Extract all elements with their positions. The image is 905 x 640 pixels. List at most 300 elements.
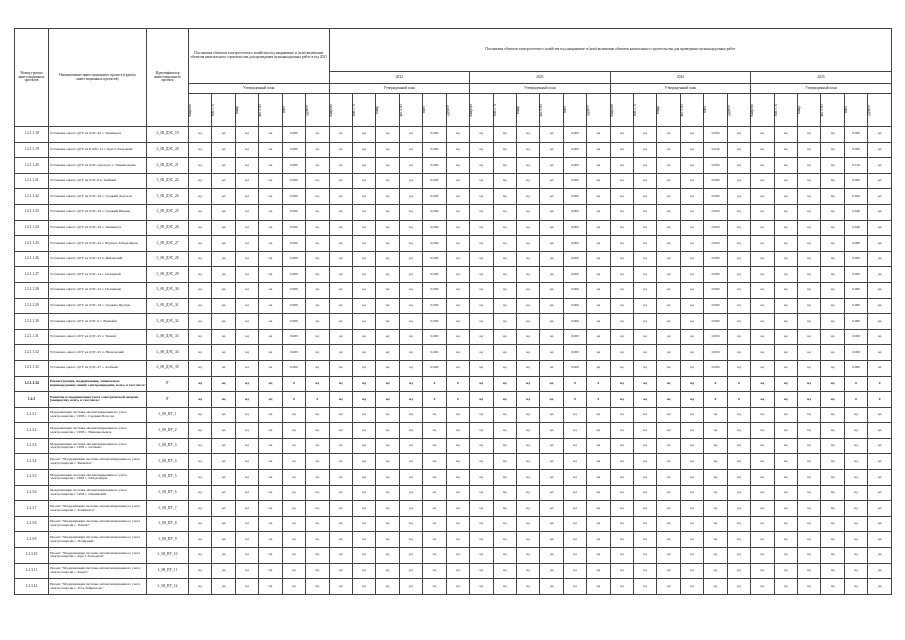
- row-value-cell: нд: [446, 251, 469, 267]
- row-value-cell: нд: [493, 548, 516, 564]
- row-value-cell: нд: [470, 298, 493, 314]
- row-value-cell: нд: [399, 142, 422, 158]
- row-value-cell: нд: [352, 532, 375, 548]
- row-value-cell: нд: [376, 267, 399, 283]
- row-project-identifier: L_08_ПУ_1: [147, 407, 189, 423]
- row-project-name: Установка одного ДГУ на ДЭС-25 п. Ничальский: [49, 345, 147, 361]
- row-value-cell: нд: [727, 220, 750, 236]
- row-value-cell: нд: [680, 501, 703, 517]
- row-value-cell: нд: [470, 329, 493, 345]
- row-value-cell: нд: [446, 454, 469, 470]
- row-group-number: 1.2.1.1.26: [15, 251, 49, 267]
- row-project-identifier: L_08_ДЭС_33: [147, 329, 189, 345]
- row-value-cell: нд: [821, 516, 844, 532]
- row-value-cell: нд: [235, 282, 258, 298]
- row-value-cell: нд: [657, 282, 680, 298]
- row-value-cell: 0,000: [563, 127, 586, 143]
- row-value-cell: нд: [399, 204, 422, 220]
- header-unit: [868, 94, 892, 127]
- row-value-cell: нд: [774, 251, 797, 267]
- header-unit-label: Квартал: [328, 103, 333, 117]
- row-value-cell: нд: [516, 345, 539, 361]
- row-value-cell: нд: [704, 532, 727, 548]
- header-unit: [189, 94, 212, 127]
- header-project-name: Наименование инвестиционного проекта (группы инвестиционных проектов): [49, 29, 147, 127]
- row-project-name: Модернизация системы автоматизированного учета электроэнергии с СИИ с. Атабыыт: [49, 438, 147, 454]
- row-value-cell: нд: [727, 470, 750, 486]
- row-value-cell: нд: [376, 563, 399, 579]
- row-value-cell: нд: [727, 314, 750, 330]
- row-value-cell: нд: [189, 485, 212, 501]
- header-year: 2023: [470, 72, 611, 84]
- row-value-cell: нд: [610, 251, 633, 267]
- row-value-cell: нд: [352, 548, 375, 564]
- row-value-cell: нд: [844, 438, 867, 454]
- table-row: [15, 360, 892, 376]
- row-value-cell: нд: [610, 548, 633, 564]
- row-value-cell: нд: [189, 220, 212, 236]
- row-value-cell: нд: [423, 501, 446, 517]
- row-value-cell: нд: [399, 298, 422, 314]
- row-value-cell: нд: [446, 298, 469, 314]
- row-value-cell: нд: [470, 454, 493, 470]
- row-value-cell: нд: [235, 251, 258, 267]
- table-row: [15, 501, 892, 517]
- row-project-identifier: L_08_ПУ_2: [147, 423, 189, 439]
- row-value-cell: нд: [212, 360, 235, 376]
- row-value-cell: нд: [821, 548, 844, 564]
- row-value-cell: нд: [259, 345, 282, 361]
- header-unit-label: МВ×А: [211, 103, 216, 117]
- row-value-cell: нд: [634, 376, 657, 392]
- row-value-cell: нд: [446, 220, 469, 236]
- row-value-cell: нд: [446, 532, 469, 548]
- row-value-cell: нд: [540, 236, 563, 252]
- row-value-cell: нд: [751, 142, 774, 158]
- row-value-cell: нд: [282, 563, 305, 579]
- row-value-cell: нд: [868, 423, 892, 439]
- row-value-cell: нд: [657, 173, 680, 189]
- row-value-cell: нд: [868, 563, 892, 579]
- row-value-cell: нд: [470, 142, 493, 158]
- row-value-cell: нд: [774, 282, 797, 298]
- row-value-cell: нд: [516, 158, 539, 174]
- row-value-cell: нд: [657, 438, 680, 454]
- row-value-cell: нд: [329, 470, 352, 486]
- row-value-cell: нд: [774, 298, 797, 314]
- row-value-cell: нд: [751, 454, 774, 470]
- row-value-cell: нд: [189, 579, 212, 595]
- row-value-cell: нд: [797, 407, 820, 423]
- investment-table: [14, 28, 892, 595]
- table-row: [15, 142, 892, 158]
- row-value-cell: нд: [516, 267, 539, 283]
- row-value-cell: нд: [306, 236, 329, 252]
- row-value-cell: нд: [751, 127, 774, 143]
- table-row: [15, 345, 892, 361]
- row-value-cell: нд: [634, 158, 657, 174]
- row-value-cell: нд: [282, 548, 305, 564]
- row-value-cell: 0,000: [423, 127, 446, 143]
- row-value-cell: 0,000: [704, 298, 727, 314]
- row-value-cell: нд: [634, 470, 657, 486]
- row-value-cell: нд: [306, 438, 329, 454]
- row-project-name: Установка одного ДГУ на ДЭС-22 с. Верхнее Хабдагайдан: [49, 236, 147, 252]
- row-value-cell: нд: [657, 345, 680, 361]
- row-project-identifier: L_08_ДЭС_20: [147, 142, 189, 158]
- row-value-cell: нд: [376, 298, 399, 314]
- row-value-cell: нд: [680, 173, 703, 189]
- row-value-cell: нд: [306, 532, 329, 548]
- header-unit-label: МВт: [703, 106, 708, 114]
- row-value-cell: нд: [774, 516, 797, 532]
- row-value-cell: нд: [727, 548, 750, 564]
- row-project-name: Проект "Модернизация системы автоматизированного учета электроэнергии с. Кюерэ": [49, 563, 147, 579]
- row-value-cell: нд: [821, 376, 844, 392]
- row-value-cell: нд: [189, 407, 212, 423]
- row-value-cell: 0,000: [563, 314, 586, 330]
- row-value-cell: нд: [587, 236, 610, 252]
- header-unit-label: Квартал: [609, 103, 614, 117]
- row-value-cell: 0,000: [563, 158, 586, 174]
- row-group-number: 1.2.3.11: [15, 563, 49, 579]
- row-value-cell: нд: [680, 438, 703, 454]
- row-value-cell: нд: [751, 298, 774, 314]
- row-value-cell: 0,640: [844, 189, 867, 205]
- row-project-identifier: L_08_ПУ_3: [147, 438, 189, 454]
- row-value-cell: нд: [399, 173, 422, 189]
- header-unit-label: Другое: [726, 104, 731, 116]
- row-value-cell: нд: [844, 407, 867, 423]
- row-value-cell: нд: [821, 563, 844, 579]
- header-unit-label: км ЛЭП: [398, 103, 403, 117]
- row-value-cell: нд: [540, 204, 563, 220]
- row-value-cell: нд: [212, 282, 235, 298]
- header-unit-label: Другое: [445, 104, 450, 116]
- row-value-cell: нд: [868, 485, 892, 501]
- row-project-name: Проект "Модернизация системы автоматизированного учета электроэнергии с. Вилюйск": [49, 454, 147, 470]
- header-unit: [774, 94, 797, 127]
- row-value-cell: нд: [634, 532, 657, 548]
- row-value-cell: нд: [376, 501, 399, 517]
- row-value-cell: нд: [212, 579, 235, 595]
- row-value-cell: 0,640: [844, 220, 867, 236]
- row-value-cell: нд: [821, 438, 844, 454]
- row-value-cell: нд: [563, 454, 586, 470]
- row-value-cell: нд: [657, 329, 680, 345]
- row-value-cell: нд: [212, 454, 235, 470]
- row-value-cell: 0,000: [844, 127, 867, 143]
- row-value-cell: 0,000: [563, 236, 586, 252]
- row-value-cell: нд: [399, 485, 422, 501]
- row-value-cell: нд: [212, 173, 235, 189]
- row-value-cell: нд: [751, 501, 774, 517]
- table-row: [15, 236, 892, 252]
- row-value-cell: нд: [399, 251, 422, 267]
- row-value-cell: нд: [821, 236, 844, 252]
- row-value-cell: нд: [634, 329, 657, 345]
- row-project-identifier: L_08_ПУ_7: [147, 501, 189, 517]
- row-value-cell: нд: [587, 298, 610, 314]
- row-value-cell: нд: [235, 329, 258, 345]
- row-value-cell: нд: [610, 173, 633, 189]
- row-value-cell: нд: [540, 220, 563, 236]
- row-value-cell: нд: [516, 485, 539, 501]
- row-value-cell: нд: [516, 470, 539, 486]
- row-value-cell: нд: [259, 532, 282, 548]
- row-value-cell: нд: [634, 142, 657, 158]
- row-value-cell: 0: [704, 392, 727, 408]
- row-value-cell: нд: [657, 189, 680, 205]
- row-value-cell: нд: [704, 501, 727, 517]
- row-value-cell: нд: [634, 236, 657, 252]
- row-value-cell: нд: [680, 360, 703, 376]
- header-plan-label: Утвержденный план: [189, 84, 330, 94]
- row-value-cell: нд: [868, 236, 892, 252]
- row-value-cell: нд: [727, 454, 750, 470]
- header-unit: [821, 94, 844, 127]
- row-value-cell: нд: [751, 173, 774, 189]
- header-unit-label: Другое: [586, 104, 591, 116]
- row-value-cell: нд: [352, 314, 375, 330]
- row-value-cell: нд: [423, 548, 446, 564]
- row-value-cell: нд: [516, 298, 539, 314]
- row-value-cell: нд: [516, 438, 539, 454]
- row-value-cell: нд: [797, 142, 820, 158]
- row-value-cell: нд: [493, 485, 516, 501]
- header-group-number: Номер группы инвестиционных проектов: [15, 29, 49, 127]
- row-value-cell: нд: [493, 579, 516, 595]
- row-value-cell: нд: [727, 579, 750, 595]
- row-value-cell: нд: [352, 189, 375, 205]
- row-value-cell: нд: [306, 407, 329, 423]
- row-value-cell: нд: [516, 142, 539, 158]
- row-value-cell: нд: [680, 392, 703, 408]
- header-main-group: Постановка объектов электросетевого хозяйства под напряжение и (или) включение объектов капитального строительства для проведения пусконаладочных работ: [329, 29, 891, 72]
- row-value-cell: нд: [868, 189, 892, 205]
- row-value-cell: нд: [189, 251, 212, 267]
- row-value-cell: нд: [751, 204, 774, 220]
- row-project-name: Проект "Модернизация системы автоматизированного учета электроэнергии с. Полярный": [49, 532, 147, 548]
- row-value-cell: нд: [610, 314, 633, 330]
- row-value-cell: нд: [235, 501, 258, 517]
- row-value-cell: 0,000: [563, 329, 586, 345]
- row-value-cell: нд: [493, 267, 516, 283]
- row-value-cell: 0,000: [423, 173, 446, 189]
- table-row: [15, 251, 892, 267]
- row-value-cell: нд: [516, 360, 539, 376]
- row-value-cell: нд: [493, 532, 516, 548]
- row-value-cell: 0,000: [423, 251, 446, 267]
- row-value-cell: нд: [751, 158, 774, 174]
- row-value-cell: нд: [797, 298, 820, 314]
- row-value-cell: нд: [563, 501, 586, 517]
- row-value-cell: нд: [423, 532, 446, 548]
- row-value-cell: нд: [540, 345, 563, 361]
- row-value-cell: нд: [212, 220, 235, 236]
- row-value-cell: 0: [704, 376, 727, 392]
- row-value-cell: нд: [821, 158, 844, 174]
- row-value-cell: нд: [774, 158, 797, 174]
- table-row: [15, 407, 892, 423]
- row-project-name: Установка одного ДГУ на ДЭС-19 с. Средние Пролуи: [49, 298, 147, 314]
- row-group-number: 1.2.3: [15, 392, 49, 408]
- row-value-cell: нд: [868, 314, 892, 330]
- row-value-cell: нд: [844, 454, 867, 470]
- row-value-cell: нд: [259, 298, 282, 314]
- row-project-identifier: L_08_ДЭС_34: [147, 345, 189, 361]
- row-value-cell: нд: [189, 267, 212, 283]
- row-value-cell: нд: [774, 127, 797, 143]
- row-value-cell: 0,000: [704, 345, 727, 361]
- row-value-cell: нд: [259, 376, 282, 392]
- row-value-cell: нд: [587, 127, 610, 143]
- row-value-cell: нд: [189, 454, 212, 470]
- row-project-identifier: Г: [147, 376, 189, 392]
- row-project-name: Реконструкция, модернизация, техническое перевооружение линий электропередачи, всего, в том числе:: [49, 376, 147, 392]
- row-value-cell: нд: [329, 360, 352, 376]
- row-value-cell: нд: [868, 127, 892, 143]
- row-value-cell: нд: [868, 173, 892, 189]
- row-value-cell: нд: [423, 454, 446, 470]
- row-value-cell: нд: [774, 563, 797, 579]
- row-value-cell: нд: [470, 345, 493, 361]
- row-value-cell: нд: [235, 423, 258, 439]
- row-group-number: 1.2.3.9: [15, 532, 49, 548]
- row-value-cell: нд: [657, 360, 680, 376]
- header-unit: [376, 94, 399, 127]
- row-value-cell: нд: [259, 142, 282, 158]
- row-value-cell: нд: [704, 563, 727, 579]
- row-value-cell: нд: [446, 267, 469, 283]
- row-value-cell: нд: [259, 548, 282, 564]
- row-value-cell: нд: [399, 392, 422, 408]
- table-row: [15, 438, 892, 454]
- row-value-cell: нд: [751, 548, 774, 564]
- investment-program-sheet: [14, 28, 891, 595]
- table-row: [15, 127, 892, 143]
- row-project-identifier: L_08_ДЭС_30: [147, 282, 189, 298]
- row-value-cell: нд: [189, 189, 212, 205]
- row-value-cell: нд: [352, 407, 375, 423]
- row-value-cell: нд: [540, 454, 563, 470]
- row-value-cell: нд: [446, 407, 469, 423]
- row-value-cell: нд: [493, 298, 516, 314]
- row-value-cell: 0: [727, 376, 750, 392]
- row-value-cell: нд: [352, 470, 375, 486]
- row-value-cell: нд: [751, 236, 774, 252]
- row-value-cell: нд: [329, 516, 352, 532]
- row-group-number: 1.2.1.1.29: [15, 298, 49, 314]
- row-value-cell: нд: [235, 236, 258, 252]
- row-value-cell: нд: [235, 454, 258, 470]
- row-value-cell: нд: [329, 501, 352, 517]
- row-value-cell: нд: [821, 204, 844, 220]
- row-value-cell: нд: [212, 438, 235, 454]
- row-value-cell: нд: [376, 236, 399, 252]
- row-group-number: 1.2.1.1.20: [15, 158, 49, 174]
- row-value-cell: нд: [470, 158, 493, 174]
- row-value-cell: 0,000: [423, 329, 446, 345]
- row-value-cell: нд: [493, 127, 516, 143]
- table-row: [15, 563, 892, 579]
- row-value-cell: нд: [610, 470, 633, 486]
- row-value-cell: 0,000: [844, 251, 867, 267]
- row-value-cell: нд: [727, 173, 750, 189]
- row-value-cell: нд: [797, 501, 820, 517]
- row-value-cell: нд: [189, 127, 212, 143]
- row-value-cell: нд: [634, 360, 657, 376]
- row-value-cell: нд: [189, 204, 212, 220]
- row-value-cell: 0: [306, 392, 329, 408]
- row-value-cell: нд: [797, 392, 820, 408]
- row-value-cell: нд: [470, 548, 493, 564]
- row-value-cell: 0: [868, 376, 892, 392]
- row-value-cell: нд: [797, 345, 820, 361]
- row-value-cell: нд: [868, 470, 892, 486]
- row-value-cell: 0,000: [704, 282, 727, 298]
- row-value-cell: нд: [610, 282, 633, 298]
- row-group-number: 1.2.3.7: [15, 501, 49, 517]
- row-value-cell: нд: [235, 158, 258, 174]
- row-value-cell: нд: [446, 142, 469, 158]
- row-value-cell: нд: [844, 501, 867, 517]
- row-value-cell: нд: [868, 407, 892, 423]
- table-row: [15, 282, 892, 298]
- row-value-cell: 0,000: [282, 236, 305, 252]
- row-value-cell: 0,000: [423, 236, 446, 252]
- row-value-cell: нд: [399, 267, 422, 283]
- row-value-cell: нд: [235, 204, 258, 220]
- row-value-cell: нд: [352, 220, 375, 236]
- table-row: [15, 204, 892, 220]
- row-value-cell: нд: [352, 204, 375, 220]
- row-value-cell: нд: [446, 563, 469, 579]
- row-value-cell: 0,000: [282, 360, 305, 376]
- row-value-cell: нд: [657, 485, 680, 501]
- row-value-cell: нд: [563, 423, 586, 439]
- row-project-name: Проект "Модернизация системы автоматизированного учета электроэнергии с. Тымаят": [49, 516, 147, 532]
- row-value-cell: нд: [727, 127, 750, 143]
- row-value-cell: нд: [352, 501, 375, 517]
- row-value-cell: нд: [376, 392, 399, 408]
- header-unit: [727, 94, 750, 127]
- row-value-cell: нд: [751, 563, 774, 579]
- row-value-cell: нд: [259, 282, 282, 298]
- row-value-cell: нд: [189, 470, 212, 486]
- row-value-cell: нд: [376, 548, 399, 564]
- row-value-cell: нд: [680, 158, 703, 174]
- row-value-cell: нд: [540, 360, 563, 376]
- row-value-cell: нд: [844, 548, 867, 564]
- row-value-cell: нд: [212, 501, 235, 517]
- row-value-cell: 0,000: [563, 251, 586, 267]
- row-value-cell: нд: [774, 579, 797, 595]
- row-project-identifier: L_08_ПУ_12: [147, 579, 189, 595]
- row-value-cell: нд: [306, 579, 329, 595]
- row-value-cell: нд: [680, 579, 703, 595]
- row-value-cell: нд: [212, 158, 235, 174]
- row-value-cell: нд: [516, 532, 539, 548]
- row-value-cell: нд: [282, 501, 305, 517]
- row-value-cell: нд: [751, 485, 774, 501]
- header-unit-label: МВт: [281, 106, 286, 114]
- row-value-cell: нд: [634, 438, 657, 454]
- row-value-cell: 0,000: [282, 267, 305, 283]
- row-value-cell: нд: [516, 220, 539, 236]
- header-year: 2022: [329, 72, 470, 84]
- row-value-cell: 0,000: [423, 189, 446, 205]
